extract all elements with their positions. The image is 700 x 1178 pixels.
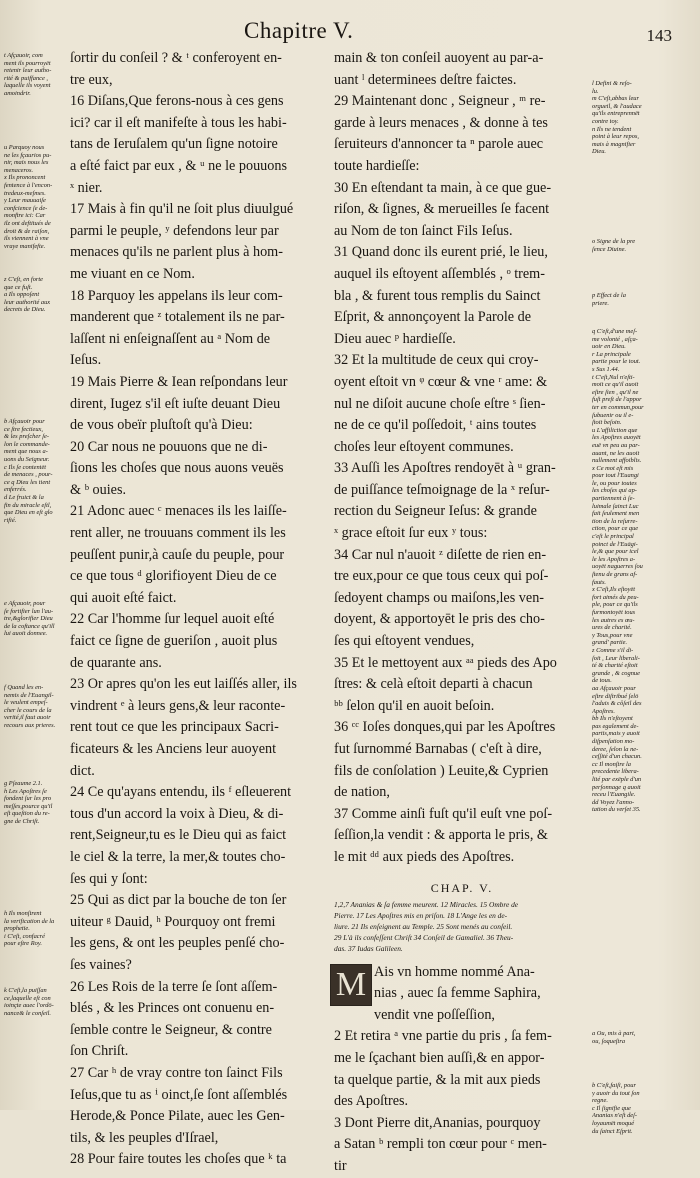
text-line: rent,Seigneur,tu es le Dieu qui as faict xyxy=(70,827,287,844)
text-line: peuſſent punir,à cauſe du peuple, pour xyxy=(70,546,285,563)
page-header xyxy=(0,10,700,44)
text-line: Ais vn homme nommé Ana- xyxy=(374,963,535,980)
text-line: de nation, xyxy=(334,784,390,801)
text-line: Herode,& Ponce Pilate, auec les Gen- xyxy=(70,1108,285,1125)
text-line: 35 Et le mettoyent aux ᵃᵃ pieds des Apo xyxy=(334,654,557,671)
chapter-heading: CHAP. V. xyxy=(430,880,494,895)
text-line: ſeruiteurs d'annoncer ta ⁿ parole auec xyxy=(334,136,544,153)
text-line: rent tout ce que les principaux Sacri- xyxy=(70,719,279,736)
text-line: de puiſſance teſmoignage de la ˣ reſur- xyxy=(334,481,550,498)
text-line: 25 Qui as dict par la bouche de ton ſer xyxy=(70,892,287,909)
text-line: 20 Car nous ne pouuons que ne di- xyxy=(70,438,268,455)
text-line: laſſent ni enſeignaſſent au ᵃ Nom de xyxy=(70,330,271,347)
text-line: 16 Diſans,Que ferons-nous à ces gens xyxy=(70,93,284,110)
chapter-summary xyxy=(334,899,590,954)
text-line: fut ſurnommé Barnabas ( c'eſt à dire, xyxy=(334,741,542,757)
margin-note: e Afçauoir, pour ſe fortifier lun l'au- tre,&glorifier Dieu de la coftance qu'ill lui auoit donnee. xyxy=(4,600,55,638)
text-line: 19 Mais Pierre & Iean reſpondans leur xyxy=(70,373,288,390)
text-line: ſon Chriſt. xyxy=(70,1043,129,1060)
text-line: liure. 21 Ils enſeignent au Temple. 25 Sont menés au conſeil. xyxy=(334,921,513,931)
text-line: auquel ils eſtoyent aſſemblés , ᵒ trem- xyxy=(334,265,545,282)
text-line: ficateurs & les Anciens leur auoyent xyxy=(70,741,277,757)
text-line: 24 Ce qu'ayans entendu, ils ᶠ eſleuerent xyxy=(70,784,292,801)
text-line: ta quelque partie, & la mit aux pieds xyxy=(334,1071,541,1088)
dropcap-lines xyxy=(334,962,590,1027)
text-line: das. 37 Iudas Galileen. xyxy=(334,943,403,953)
text-line: 2 Et retira ᵃ vne partie du pris , ſa fem- xyxy=(334,1028,552,1045)
text-line: ſeſſion,la vendit : & apporta le pris, & xyxy=(334,827,548,844)
text-line: ce que tous ᵈ glorifioyent Dieu de ce xyxy=(70,568,277,585)
margin-note: l Defini & reſo- lu. m C'eſt,abbas leur orgueil, & l'audace qu'ils entreprennēt contre toy. n Ils ne tendent point à leur repos, mais à magnifier Dieu. xyxy=(592,80,642,156)
text-line: des Apoſtres. xyxy=(334,1093,409,1110)
text-line: bla , & furent tous remplis du Sainct xyxy=(334,287,541,304)
text-line: tils, & les peuples d'Iſrael, xyxy=(70,1129,219,1146)
text-line: tre eux, xyxy=(70,71,113,88)
margin-note: p Effect de la priere. xyxy=(592,292,626,307)
text-line: dirent, Iugez s'il eſt iuſte deuant Dieu xyxy=(70,395,281,412)
margin-note: a Ou, mis à part, ou, ſoqueſtra xyxy=(592,1030,636,1045)
text-line: 23 Or apres qu'on les eut laiſſés aller, ils xyxy=(70,676,297,693)
text-line: Eſprit, & annonçoyent la Parole de xyxy=(334,309,531,326)
text-line: Dieu auec ᵖ hardieſſe. xyxy=(334,330,456,347)
text-line: toute hardieſſe: xyxy=(334,157,420,174)
text-line: de quarante ans. xyxy=(70,654,162,671)
margin-note: b C'eſt,faiſi, pour y auoir du tout ſon regne. c Il ſignifie que Ananias n'eſt deſ- loyaumēt moqué du ſainct Eſprit. xyxy=(592,1082,640,1135)
text-line: au Nom de ton ſainct Fils Ieſus. xyxy=(334,222,513,239)
text-line: me viuant en ce Nom. xyxy=(70,265,195,282)
text-line: 36 ᶜᶜ Ioſes donques,qui par les Apoſtres xyxy=(334,719,556,736)
text-line: choſes leur eſtoyent communes. xyxy=(334,438,514,455)
text-line: vendit vne poſſeſſion, xyxy=(374,1006,495,1023)
margin-note: z C'eſt, en forte que ce fuſt. a Ils oppoſent leur authorité aux decrets de Dieu. xyxy=(4,276,51,314)
text-line: les gens, & ont les peuples penſé cho- xyxy=(70,935,285,952)
margin-note: b Afçauoir pour ce ſtre fectieux, & les preſcher ſe- lon le commande- ment que nous a- uons du Seigneur. c Ils ſe contentēt de menaces , pour- ce q Dieu les tient enferrés. d Le fruict & la fin du miracle eſtl, que Dieu en eſt glo rifié. xyxy=(4,418,53,524)
text-line: qui auoit eſté faict. xyxy=(70,589,177,606)
margin-note: f Quand les en- nemis de l'Euangil- le veulent empeſ- cher le cours de la verité,il faut auoir recours aux prieres. xyxy=(4,684,56,729)
text-line: 29 Maintenant donc , Seigneur , ᵐ re- xyxy=(334,93,546,110)
text-line: uant ˡ determinees deſtre faictes. xyxy=(334,71,517,88)
text-line: blés , & les Princes ont conuenu en- xyxy=(70,1000,275,1017)
text-line: ᵇᵇ ſelon qu'il en auoit beſoin. xyxy=(334,697,495,714)
text-line: ſtres: & celà eſtoit departi à chacun xyxy=(334,676,533,693)
text-line: dict. xyxy=(70,762,95,779)
text-line: ſortir du conſeil ? & ᵗ conferoyent en- xyxy=(70,50,282,66)
text-line: 3 Dont Pierre dit,Ananias, pourquoy xyxy=(334,1114,541,1131)
text-line: 22 Car l'homme ſur lequel auoit eſté xyxy=(70,611,275,628)
text-line: 33 Auſſi les Apoſtres rendoyēt à ᵘ gran- xyxy=(334,460,556,477)
text-line: 29 L'à ils confeſſent Chriſt 34 Conſeil de Gamaliel. 36 Theu- xyxy=(334,932,514,942)
text-line: 31 Quand donc ils eurent prié, le lieu, xyxy=(334,244,548,261)
text-line: 26 Les Rois de la terre ſe ſont aſſem- xyxy=(70,978,278,995)
text-line: tous d'un accord la voix à Dieu, & di- xyxy=(70,805,284,822)
text-line: parmi le peuple, ʸ defendons leur par xyxy=(70,222,279,239)
text-line: faict ce ſigne de gueriſon , auoit plus xyxy=(70,633,278,650)
text-line: oyent eſtoit vn ᵠ cœur & vne ʳ ame: & xyxy=(334,373,548,390)
text-line: uiteur ᵍ Dauid, ʰ Pourquoy ont fremi xyxy=(70,913,276,930)
margin-note: u Parquoy nous ne les fçaurios pu- nir, mais nous les menaceros. x Ils prononcent fentence à l'encon- tredeux-meſmes. y Leur mauuaiſe confcience ſe de- monftre ici: Car ilz ont deftitués de droit & de raiſon, ils viennent à vne vraye manifefte. xyxy=(4,144,53,250)
text-line: 37 Comme ainſi fuſt qu'il euſt vne poſ- xyxy=(334,805,553,822)
text-line: 1,2,7 Ananias & ſa femme meurent. 12 Miracles. 15 Ombre de xyxy=(334,899,519,909)
text-line: ſedoyent champs ou maiſons,les ven- xyxy=(334,589,545,606)
text-line: rent aller, ne trouuans comment ils les xyxy=(70,525,286,542)
text-line: ˣ grace eſtoit ſur eux ʸ tous: xyxy=(334,525,488,542)
text-line: ſemble contre le Seigneur, & contre xyxy=(70,1021,272,1038)
text-line: nul ne diſoit aucune choſe eſtre ˢ ſien- xyxy=(334,395,546,412)
page-number: 143 xyxy=(646,26,672,45)
text-line: & ᵇ ouies. xyxy=(70,481,127,498)
text-line: Pierre. 17 Les Apoſtres mis en priſon. 18 L'Ange les en de- xyxy=(334,910,508,920)
text-line: de vous obeïr pluſtoſt qu'à Dieu: xyxy=(70,417,253,434)
text-line: Ieſus,que tu as ⁱ oinct,ſe ſont aſſemblés xyxy=(70,1086,288,1103)
margin-note: k C'eſt,la puiſſan ce,laquelle eſt con ioinçte auec l'ordō- nance& le conſeil. xyxy=(4,987,54,1017)
text-line: le mit ᵈᵈ aux pieds des Apoſtres. xyxy=(334,848,515,865)
verses-chapter-5-start xyxy=(334,1026,590,1177)
text-line: ſes qui eſtoyent vendues, xyxy=(334,633,475,650)
text-line: vindrent ᵉ à leurs gens,& leur raconte- xyxy=(70,697,286,714)
text-line: ſes vaines? xyxy=(70,956,132,973)
text-line: nias , auec ſa femme Saphira, xyxy=(374,985,541,1002)
text-line: riſon, & ſignes, & merueilles ſe facent xyxy=(334,201,550,218)
dropcap-paragraph xyxy=(334,962,590,1027)
margin-note: g Pſeaume 2.1. h Les Apoſtres ſe fondent ſur les pro meſſes,pource qu'il eſt queſtion du re- gne de Chriſt. xyxy=(4,780,53,825)
left-margin-notes xyxy=(4,52,66,1102)
text-line: a eſté faict par eux , & ᵘ ne le pouuons xyxy=(70,157,287,174)
text-line: manderent que ᶻ totalement ils ne par- xyxy=(70,309,285,326)
margin-note: h Ils monſtrent la verification de la prophetie. i C'eſt, confacré pour eſtre Roy. xyxy=(4,910,55,948)
text-line: Ieſus. xyxy=(70,352,102,369)
margin-note: q C'eſt,d'une meſ- me volonté , aſça- uoir en Dieu. r La principale partie pour le tout. s Sus 1.44. t C'eſt,Nul n'eſti- moit ce qu'il auoit eſtre ſien , qu'il ne fuſt preſt de l'appor ter en commun,pour ſubuenir ou il e- ſtoit beſoin. u L'affiliction que les Apoſtres auoyēt euë vn peu au par- auant, ne les auoit nullement affoiblis. x Ce mot eſt mis pour tout l'Euangi le, ou pour toutes les choſes qui ap- partiennent à ſe- luimale ſainct Luc fait ſeulement men tion de la reſurre- ction, pour ce que c'eſt le principal poinct de l'Euāgi- le,& que pour icel le les Apoſtres a- uoyēt naguerres ſou ſtenu de grans af- fauts. x C'eſt,Ils eſtoyēt fort aimés du peu- ple, pour ce qu'ils furmontoyēt tous les autres es œu- ures de charité. y Tous,pour vne grand' partie. z Comme s'il di- ſoit , Leur liberali- té & charité eſtoit grande , & cognue de tous. aa Afçauoir pour eſtre diſtribué ſelō l'aduis & côſeil des Apoſtres. bb Ils n'eſtoyent pas egalement de- partis,mais y auoit diſpenſation mo- deree, ſelon la ne- ceſſité d'un chacun. cc Il monſtre la precedente libera- lité par exēple d'un perſonnage q auoit receu l'Euangile. dd Voyez l'anno- tation du verſet 35. xyxy=(592,328,644,814)
text-line: tir xyxy=(334,1157,347,1174)
margin-note: o Signe de la pre ſence Diuine. xyxy=(592,238,636,253)
text-line: me le ſçachant bien auſſi,& en appor- xyxy=(334,1049,545,1066)
text-line: 32 Et la multitude de ceux qui croy- xyxy=(334,352,539,369)
text-line: le ciel & la terre, la mer,& toutes cho- xyxy=(70,848,286,865)
verses-chapter-4-end xyxy=(334,48,590,869)
text-column-left xyxy=(70,48,332,1171)
text-line: ſions les choſes que nous auons veuës xyxy=(70,460,284,477)
text-line: ˣ nier. xyxy=(70,179,103,196)
text-line: 17 Mais à fin qu'il ne ſoit plus diuulgué xyxy=(70,201,294,218)
text-line: a Satan ᵇ rempli ton cœur pour ᶜ men- xyxy=(334,1136,547,1153)
text-line: tans de Ieruſalem qu'un ſigne notoire xyxy=(70,136,278,153)
text-line: 30 En eſtendant ta main, à ce que gue- xyxy=(334,179,552,196)
text-line: ſes qui y ſont: xyxy=(70,870,148,887)
text-line: main & ton conſeil auoyent au par-a- xyxy=(334,50,544,66)
text-line: garde à leurs menaces , & donne à tes xyxy=(334,114,548,131)
text-line: 21 Adonc auec ᶜ menaces ils les laiſſe- xyxy=(70,503,287,520)
text-line: 27 Car ʰ de vray contre ton ſainct Fils xyxy=(70,1064,283,1081)
right-margin-notes xyxy=(592,52,696,1135)
chapter-title: Chapitre V. xyxy=(244,18,354,43)
text-line: fils de conſolation ) Leuite,& Cyprien xyxy=(334,762,549,779)
text-line: rection du Seigneur Ieſus: & grande xyxy=(334,503,537,520)
text-line: 18 Parquoy les appelans ils leur com- xyxy=(70,287,283,304)
text-line: ici? car il eſt manifeſte à tous les habi- xyxy=(70,114,287,131)
text-line: 28 Pour faire toutes les choſes que ᵏ ta xyxy=(70,1151,287,1168)
dropcap-letter: M xyxy=(330,964,372,1006)
text-line: menaces qu'ils ne parlent plus à hom- xyxy=(70,244,283,261)
text-line: 34 Car nul n'auoit ᶻ diſette de rien en- xyxy=(334,546,547,563)
text-line: ne de ce qu'il poſſedoit, ᵗ ains toutes xyxy=(334,417,537,434)
text-column-right xyxy=(334,48,590,1178)
margin-note: t Afçauoir, com ment ils pourroyēt retenir leur autho- rité & puiffance , laquelle ils voyent amoindrir. xyxy=(4,52,52,97)
text-line: tre eux,pour ce que tous ceux qui poſ- xyxy=(334,568,549,585)
text-line: doyent, & apportoyēt le pris des cho- xyxy=(334,611,545,628)
